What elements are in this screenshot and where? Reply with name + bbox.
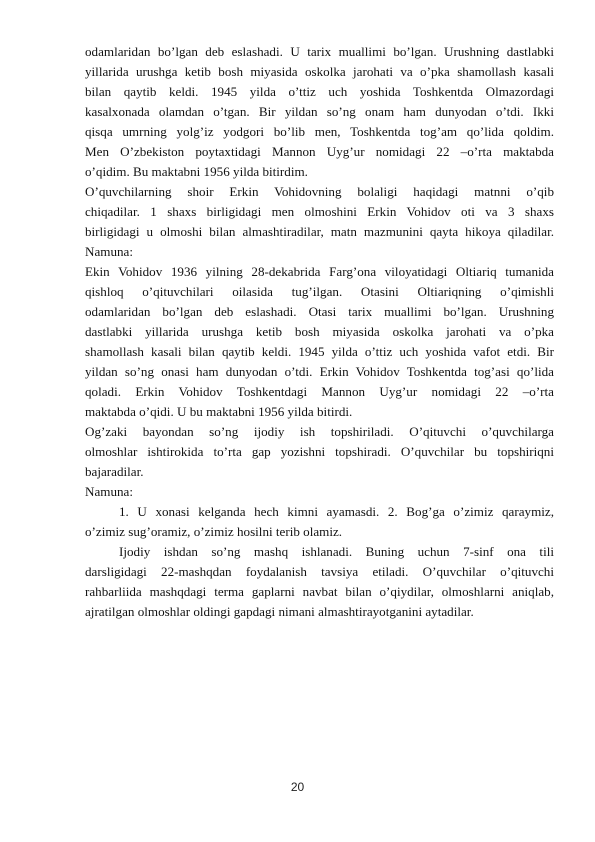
- text-line: Namuna:: [85, 484, 133, 499]
- text-line: rahbarliida mashqdagi terma gaplarni navbat bilan o’qiydilar, olmoshlarni aniqlab,: [85, 584, 554, 599]
- text-line: bilan qaytib keldi. 1945 yilda o’ttiz uch yoshida Toshkentda Olmazordagi: [85, 84, 554, 99]
- text-line: olmoshlar ishtirokida to’rta gap yozishni topshiradi. O’quvchilar bu topshiriqni: [85, 444, 554, 459]
- text-line: bajaradilar.: [85, 464, 144, 479]
- text-line: Men O’zbekiston poytaxtidagi Mannon Uyg’ur nomidagi 22 –o’rta maktabda: [85, 144, 554, 159]
- text-line: qoladi. Erkin Vohidov Toshkentdagi Mannon Uyg’ur nomidagi 22 –o’rta: [85, 384, 554, 399]
- text-line: o’zimiz sug’oramiz, o’zimiz hosilni terib olamiz.: [85, 524, 343, 539]
- text-line: ajratilgan olmoshlar oldingi gapdagi nimani almashtirayotganini aytadilar.: [85, 604, 474, 619]
- text-line: o’qidim. Bu maktabni 1956 yilda bitirdim.: [85, 164, 308, 179]
- text-line: dastlabki yillarida urushga ketib bosh miyasida oskolka jarohati va o’pka: [85, 324, 554, 339]
- text-line: O’quvchilarning shoir Erkin Vohidovning bolaligi haqidagi matnni o’qib: [85, 184, 554, 199]
- text-line: Ekin Vohidov 1936 yilning 28-dekabrida Farg’ona viloyatidagi Oltiariq tumanida: [85, 264, 554, 279]
- text-line: qishloq o’qituvchilari oilasida tug’ilgan. Otasini Oltiariqning o’qimishli: [85, 284, 554, 299]
- text-line: maktabda o’qidi. U bu maktabni 1956 yilda bitirdi.: [85, 404, 353, 419]
- document-body: [85, 42, 554, 622]
- text-line: odamlaridan bo’lgan deb eslashadi. U tarix muallimi bo’lgan. Urushning dastlabki: [85, 44, 554, 59]
- text-line: birligidagi u olmoshi bilan almashtiradilar, matn mazmunini qayta hikoya qiladilar.: [85, 224, 554, 239]
- text-line: darsligidagi 22-mashqdan foydalanish tavsiya etiladi. O’quvchilar o’qituvchi: [85, 564, 554, 579]
- page-number: 20: [290, 780, 305, 794]
- text-line: shamollash kasali bilan qaytib keldi. 1945 yilda o’ttiz uch yoshida vafot etdi. Bir: [85, 344, 554, 359]
- text-line: Ijodiy ishdan so’ng mashq ishlanadi. Buning uchun 7-sinf ona tili: [119, 544, 554, 559]
- text-line: chiqadilar. 1 shaxs birligidagi men olmoshini Erkin Vohidov oti va 3 shaxs: [85, 204, 554, 219]
- text-line: kasalxonada olamdan o’tgan. Bir yildan so’ng onam ham dunyodan o’tdi. Ikki: [85, 104, 554, 119]
- text-line: yillarida urushga ketib bosh miyasida oskolka jarohati va o’pka shamollash kasali: [85, 64, 554, 79]
- text-line: odamlaridan bo’lgan deb eslashadi. Otasi tarix muallimi bo’lgan. Urushning: [85, 304, 554, 319]
- text-line: Og’zaki bayondan so’ng ijodiy ish topshiriladi. O’qituvchi o’quvchilarga: [85, 424, 554, 439]
- text-line: yildan so’ng onasi ham dunyodan o’tdi. Erkin Vohidov Toshkentda tog’asi qo’lida: [85, 364, 554, 379]
- text-line: 1. U xonasi kelganda hech kimni ayamasdi. 2. Bog’ga o’zimiz qaraymiz,: [119, 504, 554, 519]
- text-line: qisqa umrning yolg’iz yodgori bo’lib men, Toshkentda tog’am qo’lida qoldim.: [85, 124, 554, 139]
- text-line: Namuna:: [85, 244, 133, 259]
